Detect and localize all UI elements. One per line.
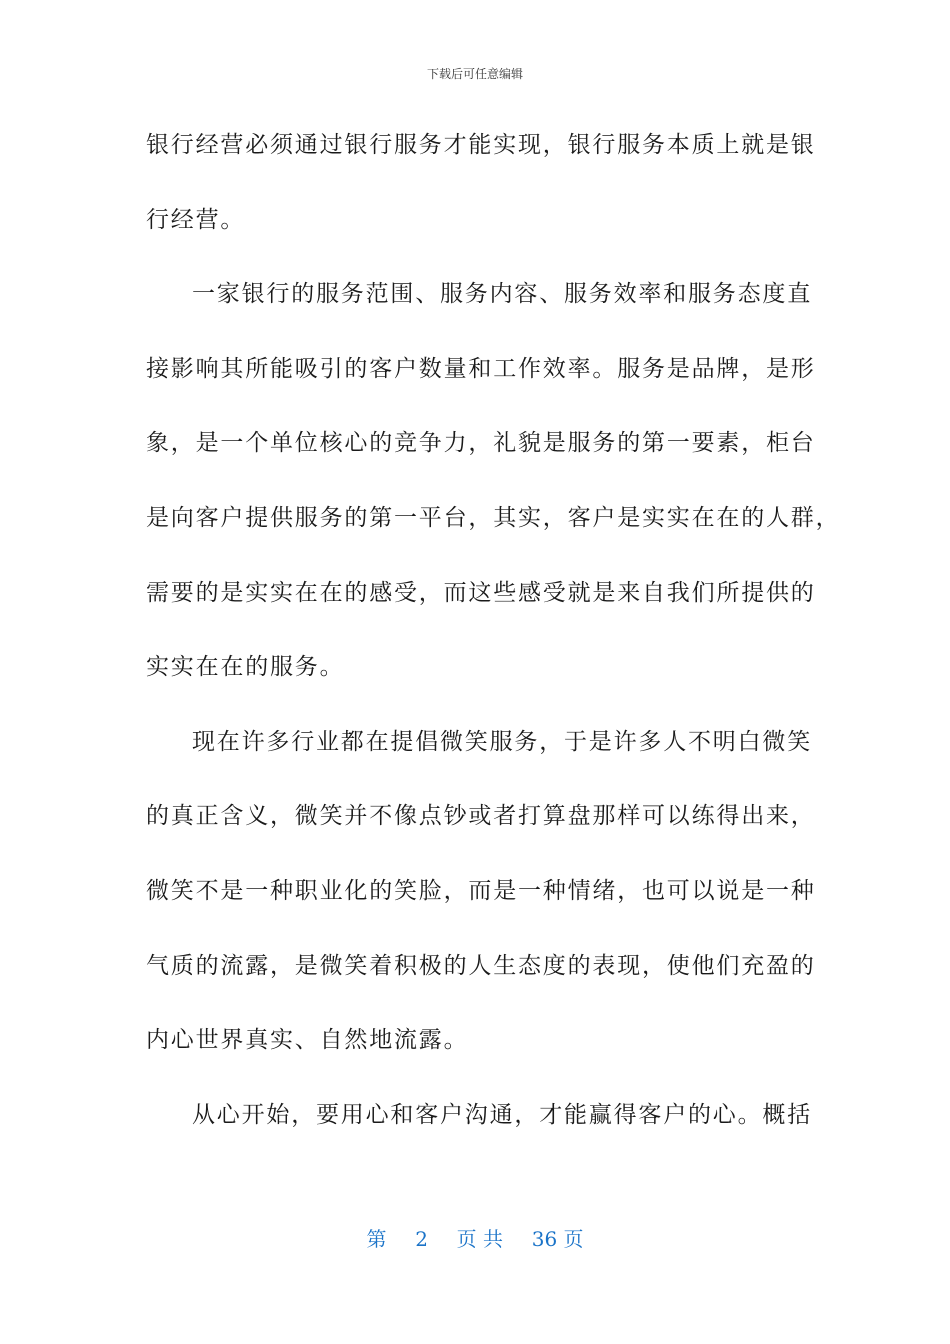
paragraph-line: 微笑不是一种职业化的笑脸，而是一种情绪，也可以说是一种 xyxy=(146,877,816,904)
paragraph-line: 实实在在的服务。 xyxy=(146,654,345,681)
paragraph-line: 行经营。 xyxy=(146,206,246,233)
footer-suffix: 页 xyxy=(563,1227,584,1251)
paragraph-line: 的真正含义，微笑并不像点钞或者打算盘那样可以练得出来， xyxy=(146,803,816,830)
page-number-footer xyxy=(0,1226,950,1252)
footer-middle: 页 共 xyxy=(456,1227,503,1251)
paragraph-line: 接影响其所能吸引的客户数量和工作效率。服务是品牌，是形 xyxy=(146,355,816,382)
footer-prefix: 第 xyxy=(366,1227,387,1251)
page-header: 下载后可任意编辑 xyxy=(426,67,523,81)
paragraph-line: 需要的是实实在在的感受，而这些感受就是来自我们所提供的 xyxy=(146,579,816,606)
paragraph-line: 象，是一个单位核心的竞争力，礼貌是服务的第一要素，柜台 xyxy=(146,430,816,457)
document-body xyxy=(146,124,841,1168)
paragraph-line: 从心开始，要用心和客户沟通，才能赢得客户的心。概括 xyxy=(192,1101,812,1128)
paragraph-line: 内心世界真实、自然地流露。 xyxy=(146,1027,469,1054)
paragraph-line: 是向客户提供服务的第一平台，其实，客户是实实在在的人群， xyxy=(146,504,841,531)
paragraph-line: 银行经营必须通过银行服务才能实现，银行服务本质上就是银 xyxy=(146,132,816,158)
current-page-number: 2 xyxy=(415,1227,428,1251)
paragraph-line: 气质的流露，是微笑着积极的人生态度的表现，使他们充盈的 xyxy=(146,952,816,979)
total-pages: 36 xyxy=(531,1227,558,1251)
paragraph-line: 一家银行的服务范围、服务内容、服务效率和服务态度直 xyxy=(192,281,812,308)
paragraph-line: 现在许多行业都在提倡微笑服务，于是许多人不明白微笑 xyxy=(192,728,812,755)
